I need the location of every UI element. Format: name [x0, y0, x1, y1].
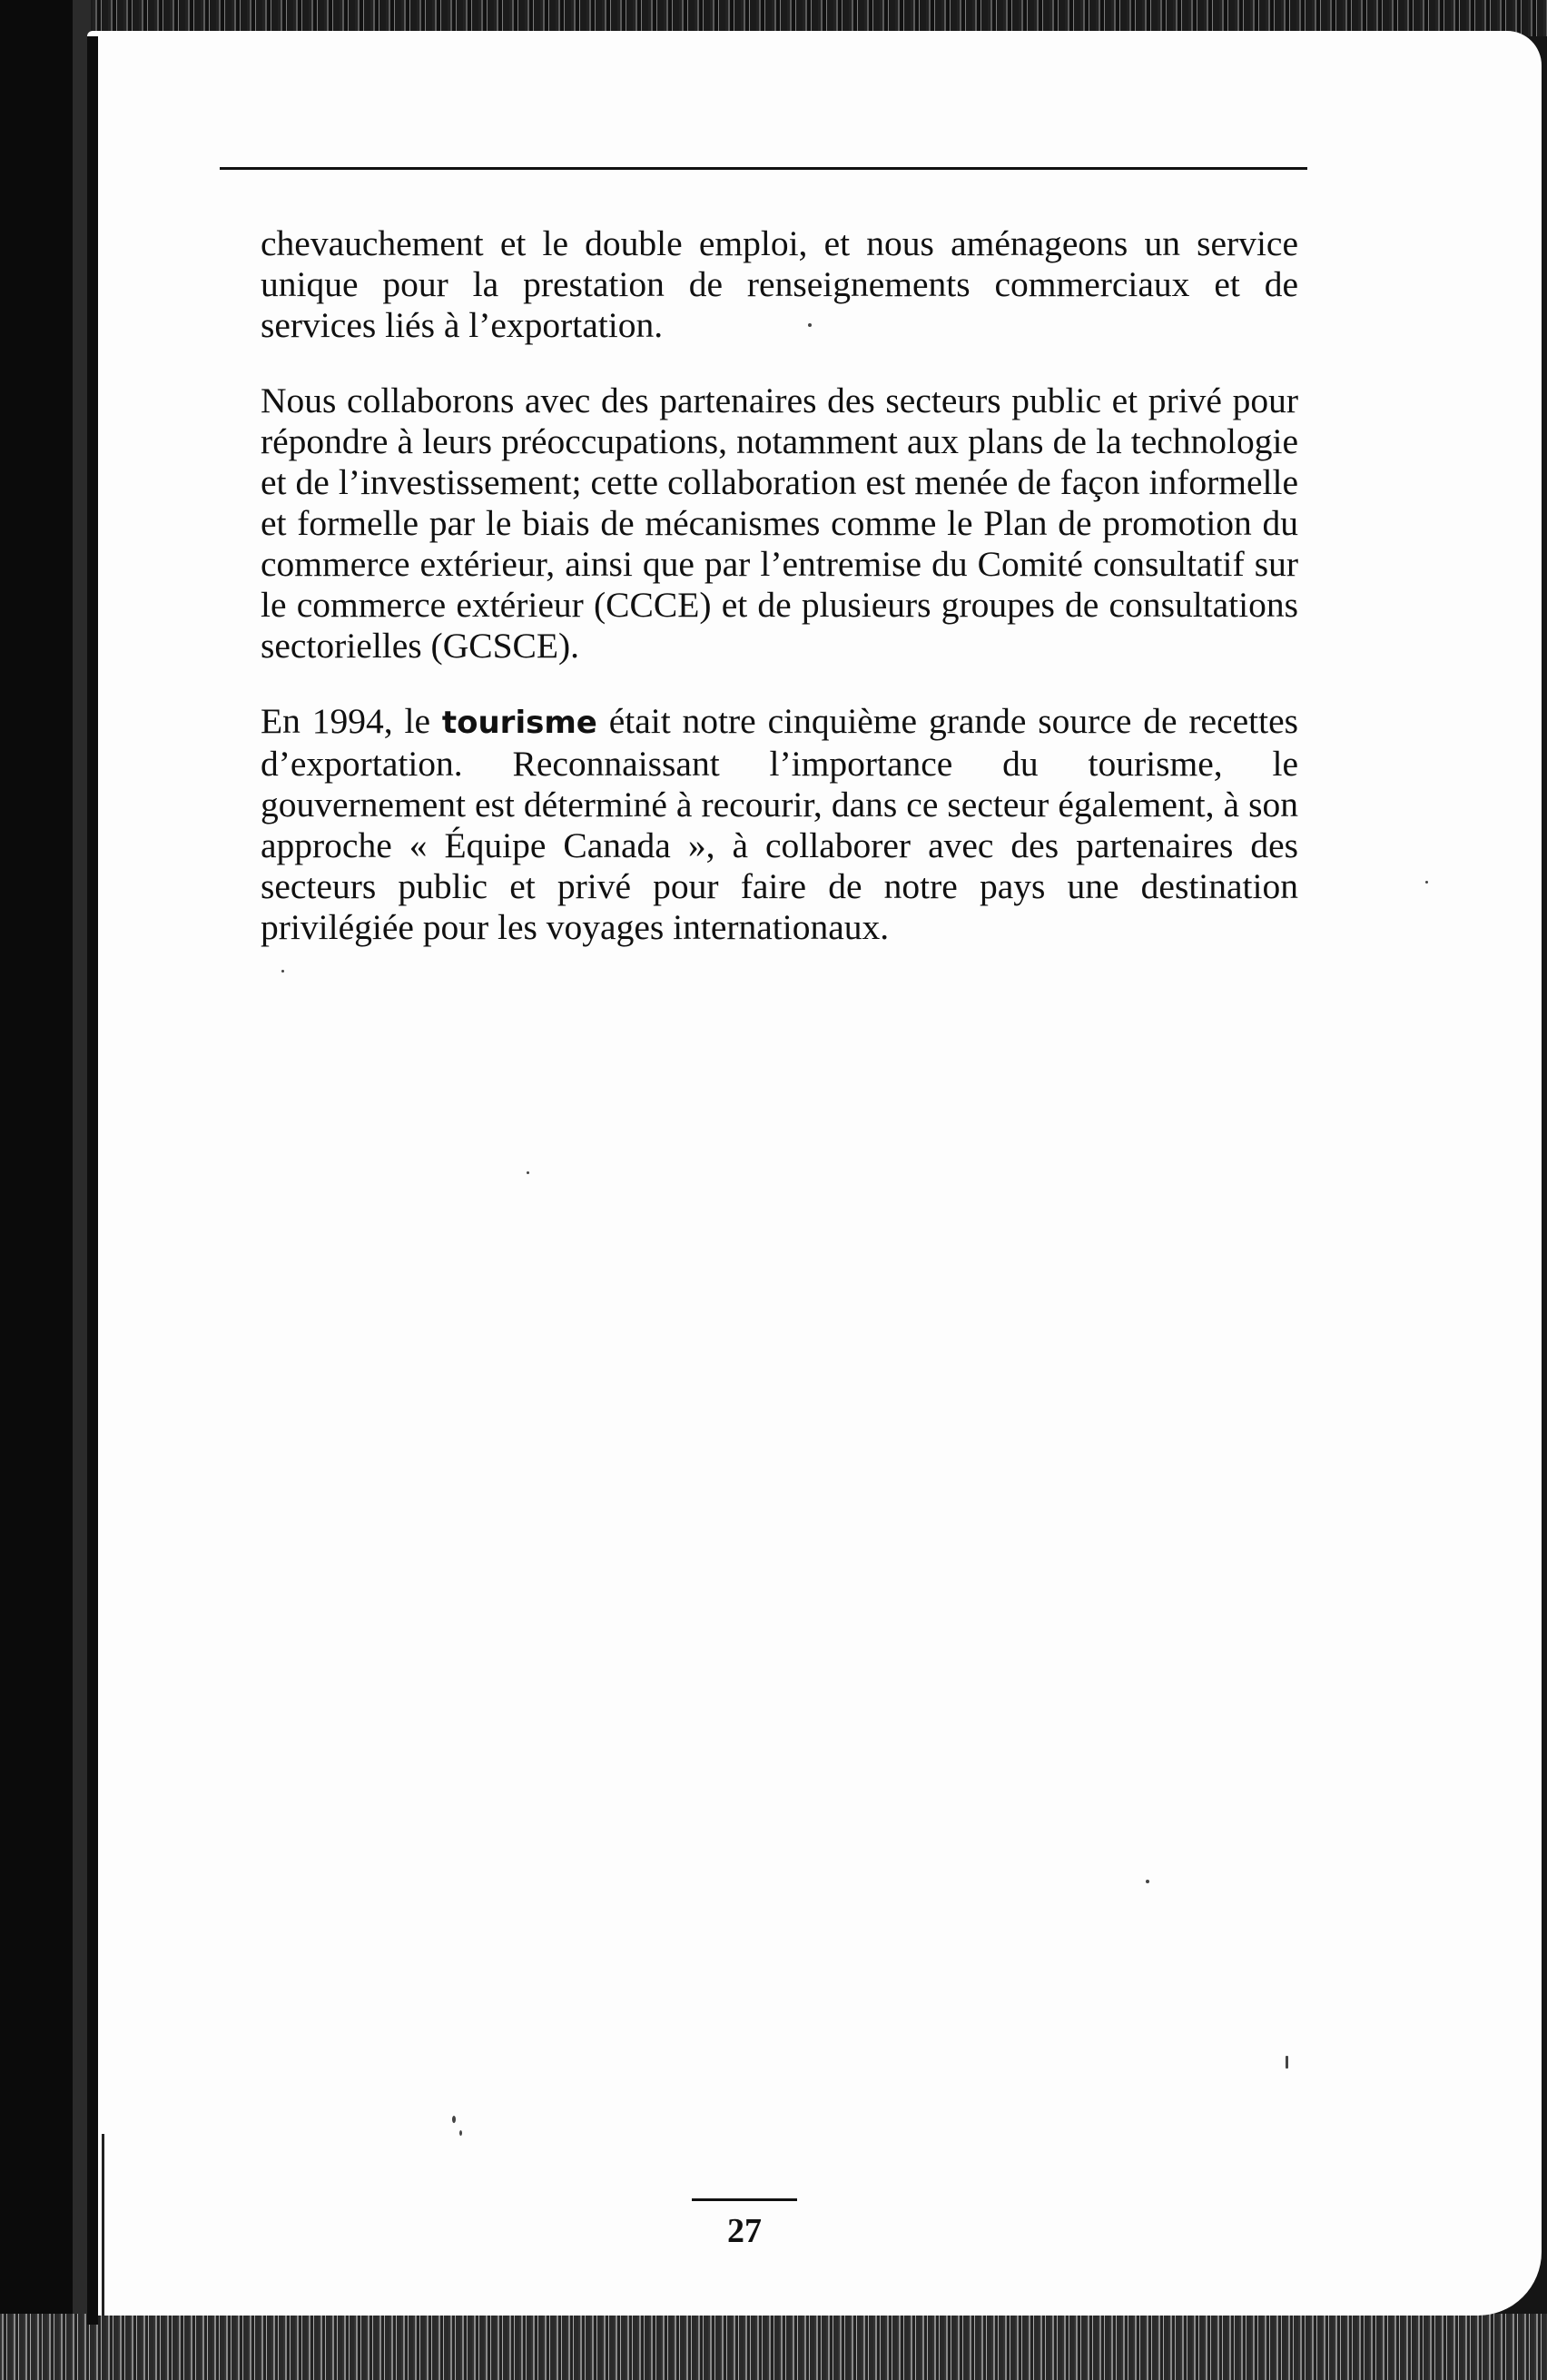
binding-spine — [87, 36, 98, 2325]
body-text — [261, 223, 1298, 983]
binding-spine-edge — [102, 2134, 104, 2316]
footer-rule — [692, 2198, 797, 2201]
scan-border-bottom — [0, 2314, 1547, 2380]
page-number: 27 — [727, 2212, 762, 2250]
scan-speck — [1146, 1880, 1149, 1883]
paragraph-2-text: Nous collaborons avec des partenaires des secteurs public et privé pour répondre à leurs préoccupations, notamment aux plans de la technologie et de l’investissement; cette collaboration est menée de façon informelle et formelle par le biais de mécanismes comme le Plan de promotion du commerce extérieur, ainsi que par l’entremise du Comité consultatif sur le commerce extérieur (CCCE) et de plusieurs groupes de consultations sectorielles (GCSCE). — [261, 380, 1298, 666]
paragraph-1 — [261, 223, 1298, 346]
scan-speck — [281, 970, 284, 973]
header-rule — [220, 167, 1307, 170]
scan-speck — [459, 2130, 462, 2136]
paragraph-3 — [261, 701, 1298, 948]
paragraph-3-text-lead: En 1994, le — [261, 701, 442, 741]
scan-speck — [527, 1171, 529, 1174]
keyword-tourisme: tourisme — [441, 705, 597, 741]
paragraph-1-text: chevauchement et le double emploi, et nous aménageons un service unique pour la prestation de renseignements commerciaux et de services liés à l’exportation. — [261, 223, 1298, 345]
scan-speck — [1286, 2056, 1288, 2069]
scan-speck — [1425, 881, 1428, 884]
scan-speck — [808, 323, 812, 327]
paragraph-3-text-rest: était notre cinquième grande source de recettes d’exportation. Reconnaissant l’importance du tourisme, le gouvernement est déterminé à recourir, dans ce secteur également, à son approche « Équipe Canada », à collaborer avec des partenaires des secteurs public et privé pour faire de notre pays une destination privilégiée pour les voyages internationaux. — [261, 701, 1298, 947]
scan-speck — [452, 2116, 456, 2123]
scan-border-left — [0, 0, 91, 2380]
paragraph-2 — [261, 380, 1298, 667]
